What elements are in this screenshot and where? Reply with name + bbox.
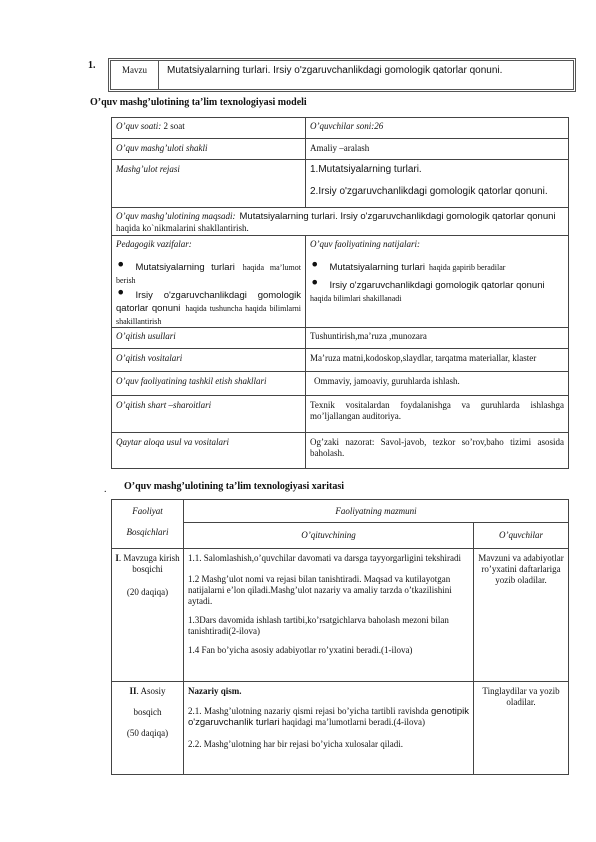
goal-cell <box>112 208 569 236</box>
results-item <box>310 259 564 273</box>
plan-list <box>306 160 569 208</box>
methods-value: Tushuntirish,ma’ruza ,munozara <box>306 328 569 349</box>
stage1-cell <box>112 549 184 682</box>
feedback-label: Qaytar aloqa usul va vositalari <box>112 433 306 469</box>
ped-item-rest: haqida ma’lumot berish <box>116 263 301 285</box>
topic-value: Mutatsiyalarning turlari. Irsiy o'zgaruvchanlikdagi gomologik qatorlar qonuni. <box>167 65 503 76</box>
stage1-student: Mavzuni va adabiyotlar ro’yxatini daftarlariga yozib oladilar. <box>474 549 569 682</box>
org-value: Ommaviy, jamoaviy, guruhlarda ishlash. <box>306 372 569 396</box>
stage1-name: . Mavzuga kirish bosqichi <box>118 553 180 574</box>
col-stage-line2: Bosqichlari <box>126 527 169 537</box>
map-heading: O’quv mashg’ulotining ta’lim texnologiyasi xaritasi <box>124 481 345 492</box>
stage2-step: 2.2. Mashg’ulotning har bir rejasi bo’yicha xulosalar qiladi. <box>188 739 403 749</box>
tools-label: O’qitish vositalari <box>112 349 306 372</box>
map-table <box>111 499 569 775</box>
ped-item-rest: haqida tushuncha haqida bilimlarni shakillantirish <box>116 304 301 326</box>
results-item-rest: haqida gapirib beradilar <box>429 263 506 272</box>
stage2-teacher <box>184 682 474 775</box>
stage1-step: 1.2 Mashg’ulot nomi va rejasi bilan tanishtiradi. Maqsad va kutilayotgan natijalarni e’lon qiladi.Mashg’ulot nazariy va amaliy tarzda o’tkazilishini aytadi. <box>188 574 452 606</box>
stage1-teacher <box>184 549 474 682</box>
results-item <box>310 277 564 304</box>
plan-item: 2.Irsiy o'zgaruvchanlikdagi gomologik qatorlar qonuni. <box>310 186 548 197</box>
stage1-roman: I <box>115 553 119 563</box>
stage2-name: . Asosiy <box>136 686 166 696</box>
goal-topic: Mutatsiyalarning turlari. Irsiy o'zgaruvchanlikdagi gomologik qatorlar qonuni <box>239 211 556 222</box>
topic-box <box>108 58 576 92</box>
students-label: O’quvchilar soni:26 <box>306 118 569 139</box>
hours-label: O’quv soati: <box>116 121 162 131</box>
stage2-title: Nazariy qism. <box>188 686 242 696</box>
stage1-step: 1.3Dars davomida ishlash tartibi,ko’rsatgichlarva baholash mezoni bilan tanishtiradi(2-ilova) <box>188 615 449 636</box>
results-item-topic: Irsiy o'zgaruvchanlikdagi gomologik qatorlar qonuni <box>329 280 545 291</box>
ped-item <box>116 259 301 286</box>
plan-label: Mashg’ulot rejasi <box>112 160 306 208</box>
cond-value: Texnik vositalardan foydalanishga va guruhlarda ishlashga mo’ljallangan auditoriya. <box>306 396 569 433</box>
stage1-step: 1.1. Salomlashish,o’quvchilar davomati va darsga tayyorgarligini tekshiradi <box>188 553 462 563</box>
stage1-step: 1.4 Fan bo’yicha asosiy adabiyotlar ro’yxatini beradi.(1-ilova) <box>188 645 413 655</box>
col-stage <box>112 500 184 549</box>
map-bullet: . <box>104 484 107 495</box>
stage2-step <box>188 706 469 728</box>
stage2-step-text: 2.1. Mashg’ulotning nazariy qismi rejasi bo’yicha tartibli ravishda <box>188 706 429 716</box>
ped-item-topic: Irsiy o'zgaruvchanlikdagi gomologik qatorlar qonuni <box>116 290 301 314</box>
cond-label: O’qitish shart –sharoitlari <box>112 396 306 433</box>
topic-label: Mavzu <box>111 61 159 89</box>
stage2-cell <box>112 682 184 775</box>
stage1-time: (20 daqiqa) <box>126 587 169 597</box>
stage2-time: (50 daqiqa) <box>126 728 169 738</box>
col-student: O’quvchilar <box>474 523 569 549</box>
methods-label: O’qitish usullari <box>112 328 306 349</box>
feedback-value: Og’zaki nazorat: Savol-javob, tezkor so’rov,baho tizimi asosida baholash. <box>306 433 569 469</box>
plan-item: 1.Mutatsiyalarning turlari. <box>310 164 422 175</box>
tools-value: Ma’ruza matni,kodoskop,slaydlar, tarqatma materiallar, klaster <box>306 349 569 372</box>
goal-label: O’quv mashg’ulotining maqsadi: <box>116 211 236 221</box>
results-item-topic: Mutatsiyalarning turlari <box>329 262 426 273</box>
results-cell <box>306 236 569 328</box>
ped-item-topic: Mutatsiyalarning turlari <box>135 262 235 273</box>
ped-item <box>116 287 301 327</box>
stage2-name2: bosqich <box>133 707 162 717</box>
col-teacher: O’qituvchining <box>184 523 474 549</box>
stage2-roman: II <box>129 686 137 696</box>
form-value: Amaliy –aralash <box>306 139 569 160</box>
hours-value: 2 soat <box>163 121 185 131</box>
results-item-rest: haqida bilimlari shakillanadi <box>310 294 402 303</box>
form-label: O’quv mashg’uloti shakli <box>112 139 306 160</box>
ped-label: Pedagogik vazifalar: <box>116 239 192 249</box>
model-table <box>111 117 569 469</box>
results-label: O’quv faoliyatining natijalari: <box>310 239 420 249</box>
model-heading: O’quv mashg’ulotining ta’lim texnologiyasi modeli <box>90 97 307 108</box>
section-number: 1. <box>88 60 96 71</box>
col-content: Faoliyatning mazmuni <box>184 500 569 523</box>
stage2-step-text: haqidagi ma’lumotlarni beradi.(4-ilova) <box>281 717 426 727</box>
col-stage-line1: Faoliyat <box>132 506 163 516</box>
ped-cell <box>112 236 306 328</box>
stage2-student: Tinglaydilar va yozib oladilar. <box>474 682 569 775</box>
stage2-step-topic: genotipik o'zgaruvchanlik turlari <box>188 706 470 728</box>
org-label: O’quv faoliyatining tashkil etish shakllari <box>112 372 306 396</box>
hours-cell <box>112 118 306 139</box>
goal-rest: haqida ko`nikmalarini shakllantirish. <box>116 223 249 233</box>
